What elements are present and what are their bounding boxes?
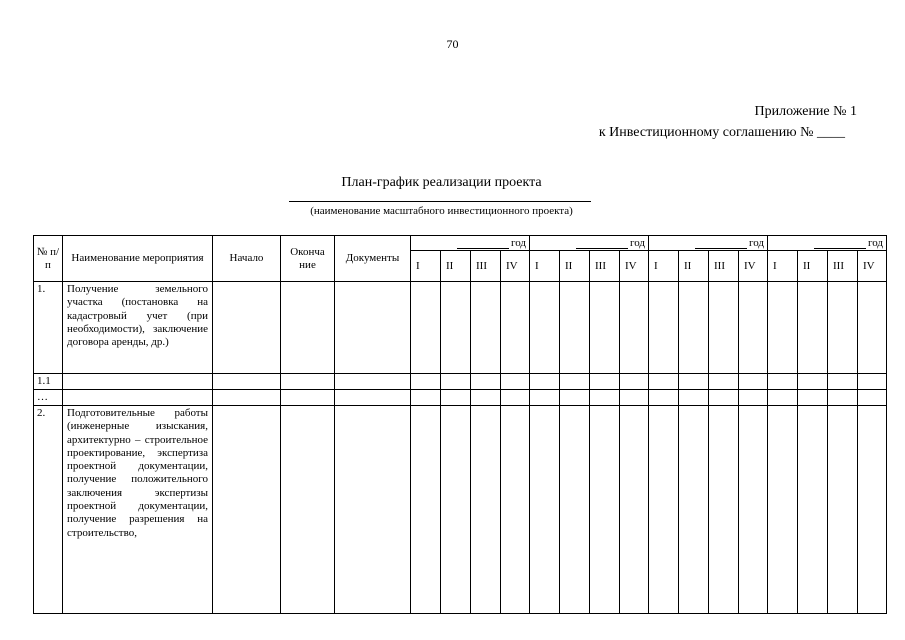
year-blank-line bbox=[457, 237, 509, 249]
row-number: 1. bbox=[34, 282, 63, 374]
row-activity: Получение земельного участка (постановка на кадастровый учет (при необходимости), заключение договора аренды, др.) bbox=[63, 282, 213, 374]
header-name: Наименование мероприятия bbox=[63, 236, 213, 282]
year-blank-line bbox=[695, 237, 747, 249]
quarter-header: IV bbox=[501, 251, 530, 282]
table-row bbox=[34, 390, 887, 406]
header-year-4 bbox=[768, 236, 887, 251]
header-documents: Документы bbox=[335, 236, 411, 282]
row-number: 1.1 bbox=[34, 374, 63, 390]
year-label: год bbox=[867, 237, 883, 249]
plan-title: План-график реализации проекта bbox=[341, 175, 542, 190]
header-year-2 bbox=[530, 236, 649, 251]
quarter-header: III bbox=[471, 251, 501, 282]
project-name-line bbox=[289, 201, 591, 202]
row-number: … bbox=[34, 390, 63, 406]
row-number: 2. bbox=[34, 406, 63, 614]
quarter-header: II bbox=[560, 251, 590, 282]
quarter-header: III bbox=[709, 251, 739, 282]
quarter-header: II bbox=[441, 251, 471, 282]
plan-schedule-table bbox=[33, 235, 887, 614]
quarter-header: I bbox=[411, 251, 441, 282]
header-year-1 bbox=[411, 236, 530, 251]
quarter-header: II bbox=[679, 251, 709, 282]
quarter-header: IV bbox=[858, 251, 887, 282]
header-num: № п/п bbox=[34, 236, 63, 282]
quarter-header: I bbox=[649, 251, 679, 282]
row-activity: Подготовительные работы (инженерные изыскания, архитектурно – строительное проектирование, экспертиза проектной документации, получение положительного заключения экспертизы проектной документации, получение разрешения на строительство, bbox=[63, 406, 213, 614]
project-name-caption: (наименование масштабного инвестиционного проекта) bbox=[310, 205, 573, 217]
quarter-header: I bbox=[768, 251, 798, 282]
annex-title: Приложение № 1 bbox=[754, 104, 857, 119]
year-blank-line bbox=[814, 237, 866, 249]
quarter-header: IV bbox=[620, 251, 649, 282]
table-row bbox=[34, 282, 887, 374]
table-row bbox=[34, 374, 887, 390]
row-activity bbox=[63, 374, 213, 390]
quarter-header: IV bbox=[739, 251, 768, 282]
quarter-header: III bbox=[828, 251, 858, 282]
quarter-header: I bbox=[530, 251, 560, 282]
quarter-header: III bbox=[590, 251, 620, 282]
quarter-header: II bbox=[798, 251, 828, 282]
header-start: Начало bbox=[213, 236, 281, 282]
year-label: год bbox=[748, 237, 764, 249]
year-label: год bbox=[629, 237, 645, 249]
row-activity bbox=[63, 390, 213, 406]
year-blank-line bbox=[576, 237, 628, 249]
header-year-3 bbox=[649, 236, 768, 251]
annex-subtitle: к Инвестиционному соглашению № ____ bbox=[598, 125, 845, 140]
year-label: год bbox=[510, 237, 526, 249]
header-end: Оконча ние bbox=[281, 236, 335, 282]
page-number: 70 bbox=[446, 37, 459, 51]
table-row bbox=[34, 406, 887, 614]
